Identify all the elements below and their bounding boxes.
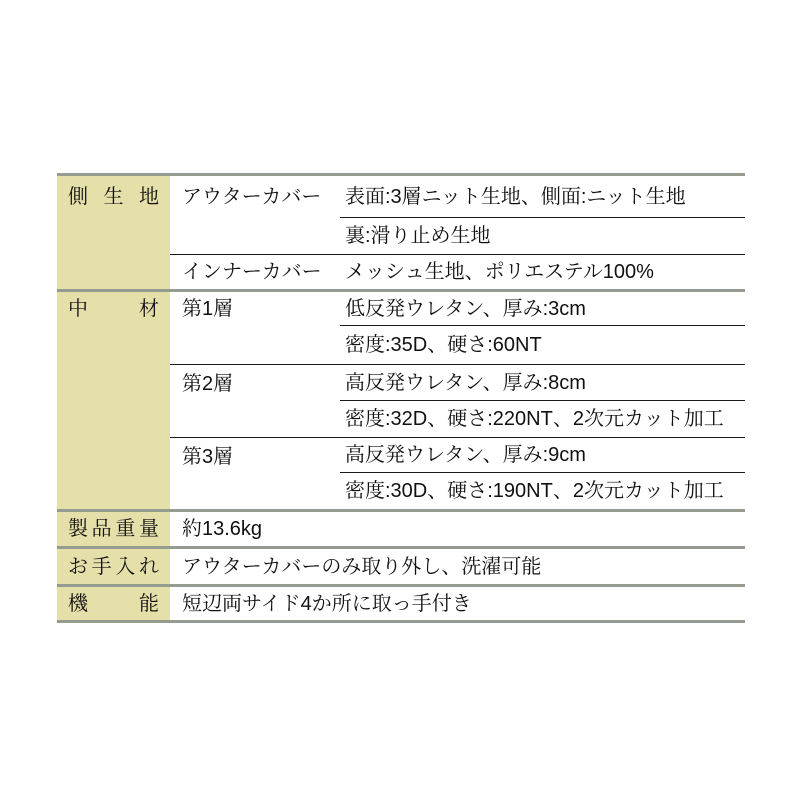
row-label-side-fabric-text: 側 生 地 (68, 186, 159, 208)
section-product-weight (57, 509, 745, 546)
sub-label-layer-3-text: 第3層 (182, 445, 234, 468)
care-value: アウターカバーのみ取り外し、洗濯可能 (182, 555, 542, 578)
section-function (57, 584, 745, 623)
row-label-product-weight (57, 512, 170, 546)
layer-2-material-spec: 高反発ウレタン、厚み:8cm (340, 365, 745, 401)
inner-cover-spec: メッシュ生地、ポリエステル100% (345, 261, 654, 283)
layer-1-material-spec: 低反発ウレタン、厚み:3cm (340, 292, 745, 326)
layer-3-material-spec: 高反発ウレタン、厚み:9cm (340, 438, 745, 473)
sub-label-layer-2-text: 第2層 (182, 372, 234, 395)
row-label-function-text: 機 能 (68, 592, 159, 615)
section-core-material (57, 289, 745, 509)
section-side-fabric (57, 173, 745, 289)
sub-label-layer-3 (170, 438, 340, 509)
sub-label-inner-cover: インナーカバー (182, 261, 322, 283)
sub-label-layer-1 (170, 292, 340, 365)
product-spec-table (57, 173, 745, 623)
row-label-core-material-text: 中 材 (68, 298, 159, 320)
sub-label-layer-1-text: 第1層 (182, 298, 234, 320)
sub-label-outer-cover-text: アウターカバー (182, 186, 322, 208)
row-label-core-material (57, 292, 170, 509)
outer-cover-back-spec: 裏:滑り止め生地 (340, 218, 745, 255)
sub-label-outer-cover (170, 176, 340, 255)
product-weight-value: 約13.6kg (182, 518, 263, 540)
function-value: 短辺両サイド4か所に取っ手付き (182, 592, 472, 615)
section-care (57, 546, 745, 584)
row-label-care-text: お 手 入 れ (68, 555, 159, 578)
row-label-side-fabric (57, 176, 170, 289)
layer-1-density-spec: 密度:35D、硬さ:60NT (340, 326, 745, 365)
row-label-function (57, 587, 170, 620)
sub-label-layer-2 (170, 365, 340, 438)
row-label-care (57, 549, 170, 584)
layer-2-density-spec: 密度:32D、硬さ:220NT、2次元カット加工 (340, 401, 745, 438)
layer-3-density-spec: 密度:30D、硬さ:190NT、2次元カット加工 (345, 480, 724, 502)
row-label-product-weight-text: 製 品 重 量 (68, 518, 159, 540)
outer-cover-surface-spec: 表面:3層ニット生地、側面:ニット生地 (340, 176, 745, 218)
